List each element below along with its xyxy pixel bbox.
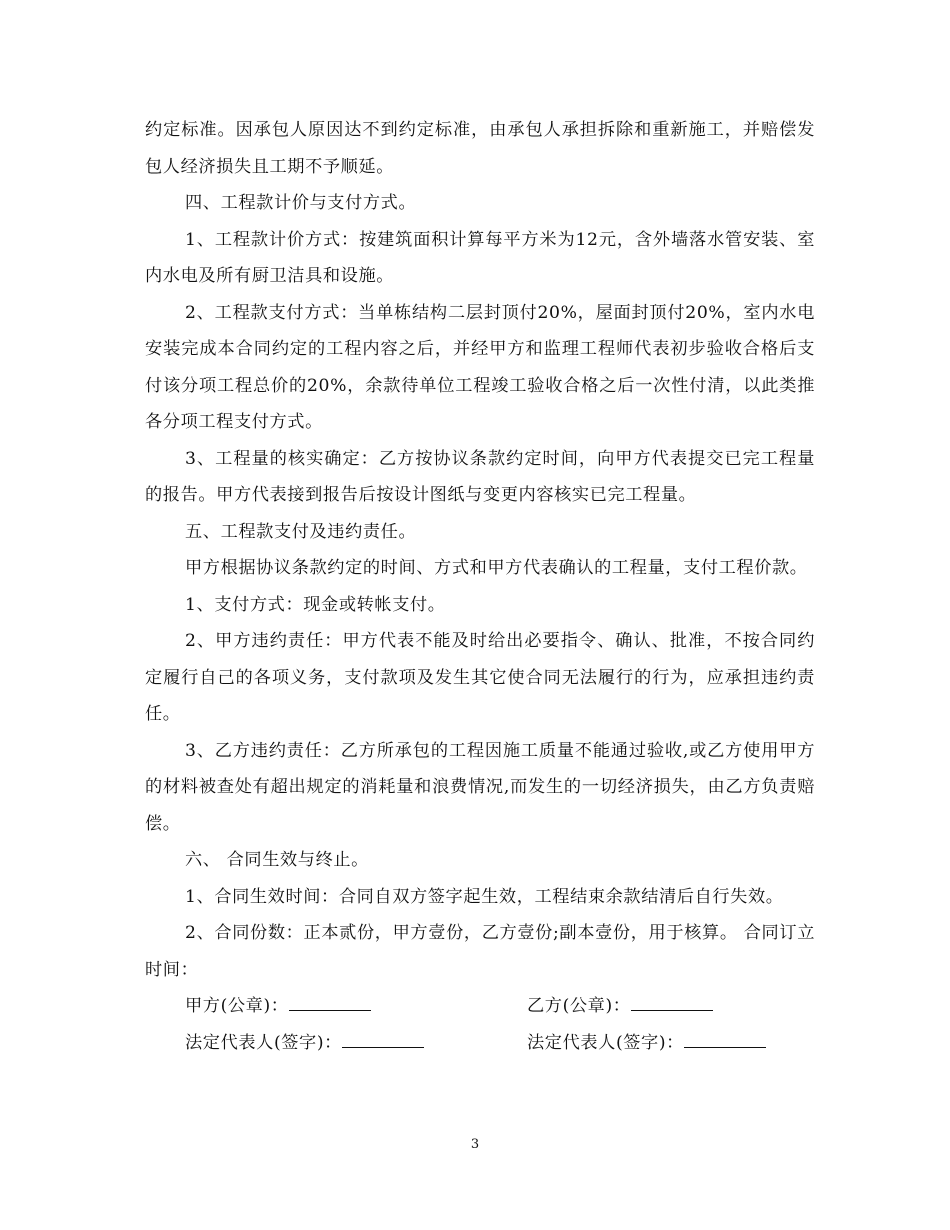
paragraph: 2、甲方违约责任：甲方代表不能及时给出必要指令、确认、批准，不按合同约定履行自己的各项义务，支付款项及发生其它使合同无法履行的行为，应承担违约责任。 bbox=[145, 631, 815, 724]
paragraph: 3、乙方违约责任：乙方所承包的工程因施工质量不能通过验收,或乙方使用甲方的材料被查处有超出规定的消耗量和浪费情况,而发生的一切经济损失，由乙方负责赔偿。 bbox=[145, 740, 815, 834]
contract-body bbox=[145, 112, 815, 1061]
party-a-rep bbox=[185, 1025, 424, 1062]
section-heading: 六、 合同生效与终止。 bbox=[185, 850, 369, 870]
party-a-seal-blank bbox=[289, 988, 371, 1011]
party-b-seal bbox=[527, 988, 713, 1025]
party-b-seal-blank bbox=[631, 988, 713, 1011]
paragraph: 2、合同份数：正本贰份，甲方壹份，乙方壹份;副本壹份，用于核算。 合同订立时间： bbox=[145, 923, 815, 980]
party-b-rep-label: 法定代表人(签字)： bbox=[527, 1032, 684, 1053]
party-b-rep-blank bbox=[684, 1025, 766, 1048]
party-a-rep-label: 法定代表人(签字)： bbox=[185, 1032, 342, 1053]
seal-signature-row bbox=[145, 988, 815, 1025]
party-b-seal-label: 乙方(公章)： bbox=[527, 996, 631, 1016]
paragraph: 1、工程款计价方式：按建筑面积计算每平方米为12元，含外墙落水管安装、室内水电及所有厨卫洁具和设施。 bbox=[145, 229, 815, 286]
paragraph: 1、支付方式：现金或转帐支付。 bbox=[185, 594, 446, 615]
section-heading: 五、工程款支付及违约责任。 bbox=[185, 521, 417, 542]
representative-signature-row bbox=[145, 1025, 815, 1062]
paragraph: 约定标准。因承包人原因达不到约定标准，由承包人承担拆除和重新施工，并赔偿发包人经济损失且工期不予顺延。 bbox=[145, 120, 815, 177]
paragraph: 甲方根据协议条款约定的时间、方式和甲方代表确认的工程量，支付工程价款。 bbox=[185, 558, 808, 578]
party-a-seal-label: 甲方(公章)： bbox=[185, 996, 289, 1016]
paragraph: 2、工程款支付方式：当单栋结构二层封顶付20%，屋面封顶付20%，室内水电安装完成本合同约定的工程内容之后，并经甲方和监理工程师代表初步验收合格后支付该分项工程总价的20%，余款待单位工程竣工验收合格之后一次性付清，以此类推各分项工程支付方式。 bbox=[145, 302, 815, 432]
paragraph: 3、工程量的核实确定：乙方按协议条款约定时间，向甲方代表提交已完工程量的报告。甲方代表接到报告后按设计图纸与变更内容核实已完工程量。 bbox=[145, 448, 815, 505]
paragraph: 1、合同生效时间：合同自双方签字起生效，工程结束余款结清后自行失效。 bbox=[185, 886, 784, 907]
party-a-seal bbox=[185, 988, 371, 1025]
party-b-rep bbox=[527, 1025, 766, 1062]
page-number: 3 bbox=[470, 1137, 480, 1152]
section-heading: 四、工程款计价与支付方式。 bbox=[185, 193, 417, 213]
party-a-rep-blank bbox=[342, 1025, 424, 1048]
